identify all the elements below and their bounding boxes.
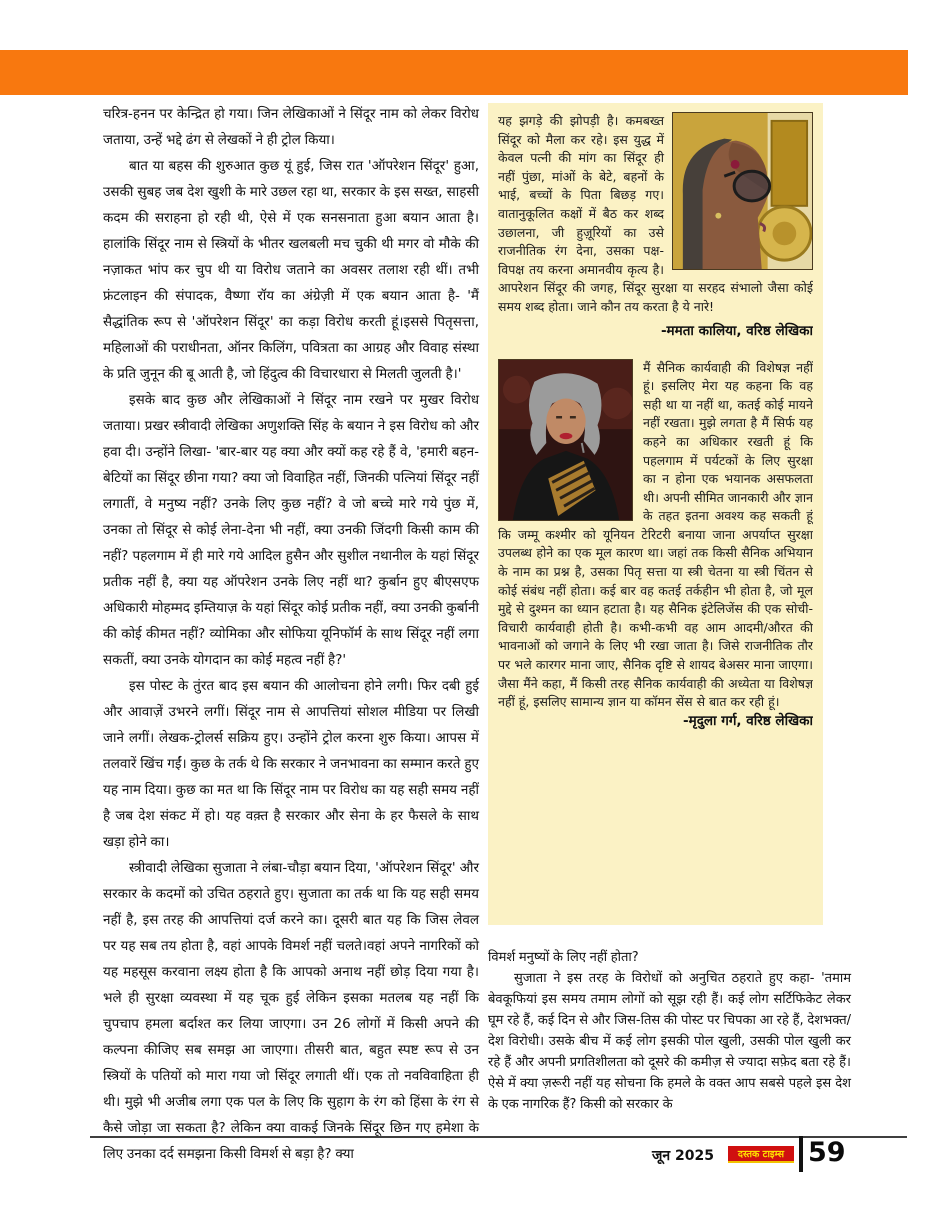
mridula-garg-portrait-graphic — [499, 360, 632, 520]
body-paragraph: विमर्श मनुष्यों के लिए नहीं होता? — [488, 950, 639, 965]
quotes-panel — [488, 103, 823, 925]
quote-text-body: मैं सैनिक कार्यवाही की विशेषज्ञ नहीं हूं। इसलिए मेरा यह कहना कि वह सही था या नहीं था, कतई कोई मायने नहीं रखता। मुझे लगता है मैं सिर्फ यह कहने का अधिकार रखती हूं कि पहलगाम में पर्यटकों के लिए सुरक्षा का न होना एक भयानक असफलता थी। अपनी सीमित जानकारी और ज्ञान के तहत इतना अवश्य कह सकती हूं कि जम्मू कश्मीर को यूनियन टेरिटरी बनाया जाना अपर्याप्त सुरक्षा उपलब्ध होने का एक मूल कारण था। जहां तक किसी सैनिक अभियान के नाम का प्रश्न है, उसका पितृ सत्ता या स्त्री चेतना या स्त्री चिंतन से कोई संबंध नहीं होता। कई बार वह कतई तर्कहीन भी होता है, जो मूल मुद्दे से दुश्मन का ध्यान हटाता है। यह सैनिक इंटेलिजेंस की एक सोची-विचारी कार्यवाही होती है। कभी-कभी वह आम आदमी/औरत की भावनाओं को जगाने के लिए भी रखा जाता है। जिसे राजनीतिक तौर पर भले कारगर माना जाए, सैनिक दृष्टि से शायद बेअसर माना जाएगा। जैसा मैंने कहा, मैं किसी तरह सैनिक कार्यवाही की अध्येता या विशेषज्ञ नहीं हूं, इसलिए सामान्य ज्ञान या कॉमन सेंस से बात कर रही हूं। — [498, 359, 813, 710]
footer-issue-date: जून 2025 — [652, 1148, 714, 1164]
body-paragraph: इस पोस्ट के तुंरत बाद इस बयान की आलोचना होने लगी। फिर दबी हुई और आवाज़ें उभरने लगीं। सिंदूर नाम से आपत्तियां सोशल मीडिया पर लिखी जाने लगीं। लेखक-ट्रोलर्स सक्रिय हुए। उन्होंने ट्रोल करना शुरु किया। आपस में तलवारें खिंच गईं। कुछ के तर्क थे कि सरकार ने जनभावना का सम्मान करते हुए यह नाम दिया। कुछ का मत था कि सिंदूर नाम पर विरोध का यह सही समय नहीं है जब देश संकट में हो। यह वक़्त है सरकार और सेना के हर फैसले के साथ खड़ा होने का। — [103, 678, 479, 850]
mamta-kalia-portrait-graphic — [673, 113, 812, 269]
top-orange-bar — [0, 50, 908, 95]
body-paragraph: स्त्रीवादी लेखिका सुजाता ने लंबा-चौड़ा बयान दिया, 'ऑपरेशन सिंदूर' और सरकार के कदमों को उचित ठहराते हुए। सुजाता का तर्क था कि यह सही समय नहीं है, इस तरह की आपत्तियां दर्ज करने का। दूसरी बात यह कि जिस लेवल पर यह सब तय होता है, वहां आपके विमर्श नहीं चलते।वहां अपने नागरिकों को यह महसूस करवाना लक्ष्य होता है कि आपको अनाथ नहीं छोड़ दिया गया है। भले ही सुरक्षा व्यवस्था में यह चूक हुई लेकिन इसका मतलब यह नहीं कि चुपचाप हमला बर्दाश्त कर लिया जाएगा। उन 26 लोगों में किसी अपने की कल्पना कीजिए सब समझ आ जाएगा। तीसरी बात, बहुत स्पष्ट रूप से उन स्त्रियों के पतियों को मारा गया जो सिंदूर लगाती थीं। एक तो नवविवाहिता ही थी। मुझे भी अजीब लगा एक पल के लिए कि सुहाग के रंग को हिंसा के रंग से कैसे जोड़ा जा सकता है? लेकिन क्या वाकई जिनके सिंदूर छिन गए हमेशा के लिए उनका दर्द समझना किसी विमर्श से बड़ा है? क्या — [103, 860, 479, 1162]
body-paragraph: सुजाता ने इस तरह के विरोधों को अनुचित ठहराते हुए कहा- 'तमाम बेवकूफियां इस समय तमाम लोगों को सूझ रही हैं। कई लोग सर्टिफिकेट लेकर घूम रहे हैं, कई दिन से और जिस-तिस की पोस्ट पर चिपका आ रहे हैं, देशभक्त/ देश विरोधी। उसके बीच में कई लोग इसकी पोल खुली, उसकी पोल खुली कर रहे हैं और अपनी प्रगतिशीलता को दूसरे की कमीज़ से ज्यादा सफे़द बता रहे हैं। ऐसे में क्या ज़रूरी नहीं यह सोचना कि हमले के वक्त आप सबसे पहले इस देश के एक नागरिक हैं? किसी को सरकार के — [488, 971, 851, 1112]
quote-attribution: -ममता कालिया, वरिष्ठ लेखिका — [660, 322, 813, 339]
article-right-column — [488, 103, 851, 1115]
quote-mamta-kalia — [498, 112, 813, 339]
magazine-logo: दस्तक टाइम्स — [728, 1146, 794, 1163]
article-left-column — [103, 101, 479, 1167]
mridula-garg-photo — [498, 359, 633, 521]
body-paragraph: बात या बहस की शुरुआत कुछ यूं हुई, जिस रात 'ऑपरेशन सिंदूर' हुआ, उसकी सुबह जब देश खुशी के मारे उछल रहा था, सरकार के इस सख्त, साहसी कदम की सराहना हो रही थी, ऐसे में एक सनसनाता हुआ बयान आता है। हालांकि सिंदूर नाम से स्त्रियों के भीतर खलबली मच चुकी थी मगर वो मौके की नज़ाकत भांप कर चुप थी या विरोध जताने का अवसर तलाश रही थीं। तभी फ्रंटलाइन की संपादक, वैष्णा रॉय का अंग्रेज़ी में एक बयान आता है- 'मैं सैद्धांतिक रूप से 'ऑपरेशन सिंदूर' का कड़ा विरोध करती हूं।इससे पितृसत्ता, महिलाओं की पराधीनता, ऑनर किलिंग, पवित्रता का आग्रह और विवाह संस्था के प्रति जुनून की बू आती है, जो हिंदुत्व की विचारधारा से मिलती जुलती है।' — [103, 158, 479, 382]
quote-text: यह झगड़े की झोपड़ी है। कमबख्त सिंदूर को मैला कर रहे। इस युद्ध में केवल पत्नी की मांग का सिंदूर ही नहीं पुंछा, मांओं के बेटे, बहनों के भाई, बच्चों के पिता बिछड़ गए। वातानुकूलित कक्षों में बैठ कर शब्द उछालना, जी हुज़ूरियों का उसे राजनीतिक रंग देना, उसका पक्ष-विपक्ष तय करना अमानवीय कृत्य है। आपरेशन सिंदूर की जगह, सिंदूर सुरक्षा या सरहद संभालो जैसा कोई समय शब्द होता। जाने कौन तय करता है ये नारे! — [498, 113, 813, 314]
quote-attribution: -मृदुला गर्ग, वरिष्ठ लेखिका — [683, 712, 813, 729]
footer-divider — [799, 1136, 803, 1172]
page-number: 59 — [808, 1137, 846, 1168]
mamta-kalia-photo — [672, 112, 813, 270]
quote-mridula-garg — [498, 359, 813, 731]
body-paragraph: चरित्र-हनन पर केन्द्रित हो गया। जिन लेखिकाओं ने सिंदूर नाम को लेकर विरोध जताया, उन्हें भद्दे ढंग से लेखकों ने ही ट्रोल किया। — [103, 106, 479, 148]
footer-rule — [90, 1136, 907, 1138]
article-right-tail — [488, 947, 851, 1115]
body-paragraph: इसके बाद कुछ और लेखिकाओं ने सिंदूर नाम रखने पर मुखर विरोध जताया। प्रखर स्त्रीवादी लेखिका अणुशक्ति सिंह के बयान ने इस विरोध को और हवा दी। उन्होंने लिखा- 'बार-बार यह क्या और क्यों कह रहे हैं वे, 'हमारी बहन-बेटियों का सिंदूर छीना गया? क्या जो विवाहित नहीं, जिनकी पत्नियां सिंदूर नहीं लगातीं, वे मनुष्य नहीं? उनके लिए कुछ नहीं? वे जो बच्चे मारे गये पुंछ में, उनका तो सिंदूर से कोई लेना-देना भी नहीं, क्या उनकी जिंदगी किसी काम की नहीं? पहलगाम में ही मारे गये आदिल हुसैन और सुशील नथानील के यहां सिंदूर प्रतीक नहीं है, क्या यह ऑपरेशन उनके लिए नहीं था? कुर्बान हुए बीएसएफ अधिकारी मोहम्मद इम्तियाज़ के यहां सिंदूर कोई प्रतीक नहीं, क्या उनकी कुर्बानी की कोई कीमत नहीं? व्योमिका और सोफिया यूनिफॉर्म के साथ सिंदूर नहीं लगा सकतीं, क्या उनके योगदान का कोई महत्व नहीं है?' — [103, 392, 479, 668]
